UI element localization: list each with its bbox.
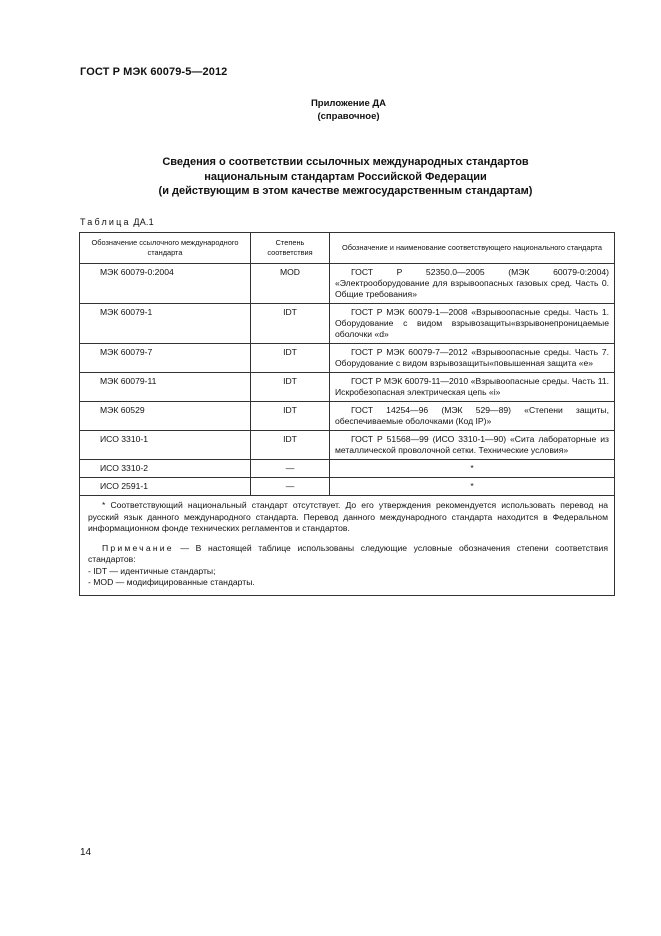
header-national-standard: Обозначение и наименование соответствующего национального стандарта [330,233,615,264]
correspondence-table [79,232,615,596]
cell-code: МЭК 60079-1 [80,304,251,344]
table-row [80,402,615,431]
cell-degree: MOD [251,264,330,304]
cell-national: ГОСТ Р 52350.0—2005 (МЭК 60079-0:2004) «Электрооборудование для взрывоопасных газовых сред. Часть 0. Общие требования» [330,264,615,304]
table-caption-word: Таблица [80,217,131,227]
cell-degree: — [251,460,330,478]
table-row [80,304,615,344]
title-line: (и действующим в этом качестве межгосударственным стандартам) [158,185,533,197]
cell-degree: IDT [251,402,330,431]
cell-national: ГОСТ Р МЭК 60079-7—2012 «Взрывоопасные среды. Часть 7. Оборудование с видом взрывозащиты«повышенная защита «е» [330,344,615,373]
annex-subtitle: (справочное) [317,111,380,122]
note-label: Примечание [102,542,174,553]
table-row [80,431,615,460]
cell-national: * [330,478,615,496]
cell-national: ГОСТ Р МЭК 60079-11—2010 «Взрывоопасные среды. Часть 11. Искробезопасная электрическая цепь «i» [330,373,615,402]
cell-degree: — [251,478,330,496]
cell-code: ИСО 3310-1 [80,431,251,460]
table-notes-row [80,496,615,596]
cell-code: ИСО 2591-1 [80,478,251,496]
annex-heading [0,97,661,123]
title-line: национальным стандартам Российской Федерации [204,170,487,183]
cell-national: * [330,460,615,478]
table-row [80,344,615,373]
section-title [0,155,661,199]
cell-national: ГОСТ Р МЭК 60079-1—2008 «Взрывоопасные среды. Часть 1. Оборудование с видом взрывозащиты«взрывонепроницаемые оболочки «d» [330,304,615,344]
cell-national: ГОСТ 14254—96 (МЭК 529—89) «Степени защиты, обеспечиваемые оболочками (Код IP)» [330,402,615,431]
cell-code: МЭК 60079-11 [80,373,251,402]
header-degree: Степень соответствия [251,233,330,264]
table-note [88,543,608,566]
table-caption-number: ДА.1 [133,217,154,227]
note-item: - IDT — идентичные стандарты; [88,565,216,576]
table-notes [80,496,615,596]
cell-code: МЭК 60079-7 [80,344,251,373]
table-header-row [80,233,615,264]
note-text: — В настоящей таблице использованы следующие условные обозначения степени соответствия стандартов: [88,542,608,564]
table-row [80,460,615,478]
table-row [80,264,615,304]
table-row [80,478,615,496]
table-row [80,373,615,402]
note-item: - MOD — модифицированные стандарты. [88,577,255,587]
cell-code: МЭК 60079-0:2004 [80,264,251,304]
document-header: ГОСТ Р МЭК 60079-5—2012 [80,66,228,78]
cell-code: МЭК 60529 [80,402,251,431]
title-line: Сведения о соответствии ссылочных международных стандартов [162,156,529,168]
cell-code: ИСО 3310-2 [80,460,251,478]
page-number: 14 [80,847,92,858]
annex-title: Приложение ДА [310,98,387,109]
table-caption [80,217,154,227]
cell-degree: IDT [251,304,330,344]
header-international-standard: Обозначение ссылочного международного стандарта [80,233,251,264]
table-footnote: * Соответствующий национальный стандарт отсутствует. До его утверждения рекомендуется использовать перевод на русский язык данного международного стандарта. Перевод данного международного стандарта находится в Федеральном информационном фонде технических регламентов и стандартов. [88,500,608,533]
cell-degree: IDT [251,344,330,373]
cell-degree: IDT [251,431,330,460]
cell-degree: IDT [251,373,330,402]
cell-national: ГОСТ Р 51568—99 (ИСО 3310-1—90) «Сита лабораторные из металлической проволочной сетки. Технические условия» [330,431,615,460]
